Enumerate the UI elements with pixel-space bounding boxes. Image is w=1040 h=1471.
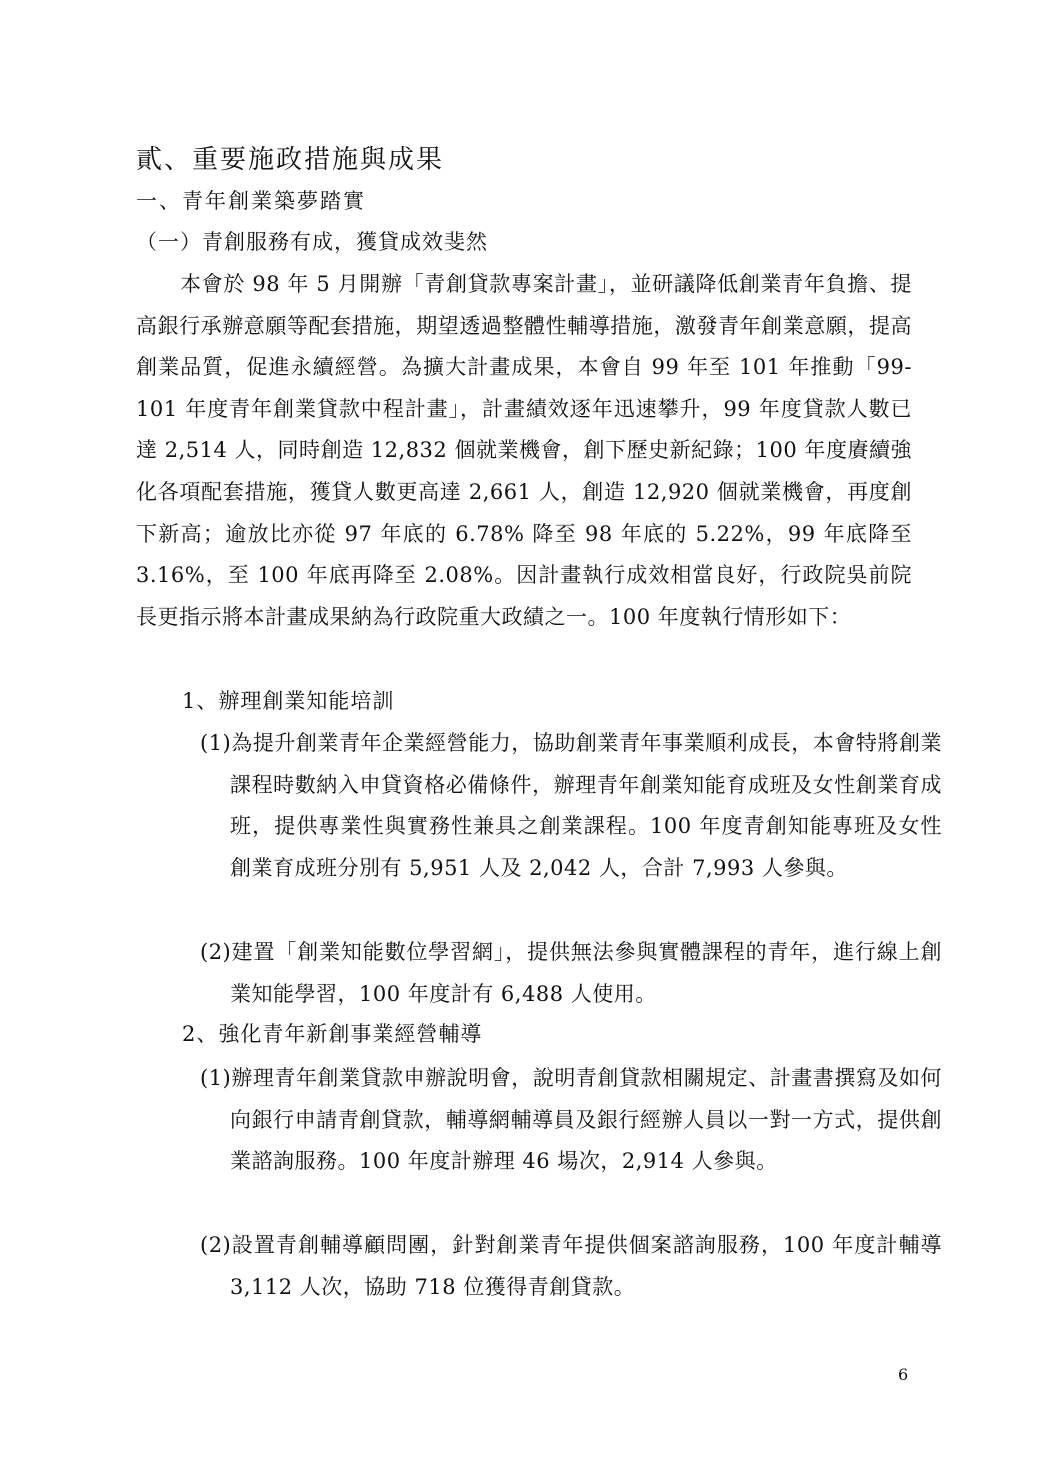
item-heading-guidance: 2、強化青年新創事業經營輔導 xyxy=(182,1022,483,1046)
page-number: 6 xyxy=(898,1365,909,1384)
subsection-heading: （一）青創服務有成，獲貸成效斐然 xyxy=(136,230,488,254)
item-1-sub-2: (2)建置「創業知能數位學習網」，提供無法參與實體課程的青年，進行線上創業知能學習，100 年度計有 6,488 人使用。 xyxy=(200,940,942,1006)
item-heading-training: 1、辦理創業知能培訓 xyxy=(182,689,395,713)
chapter-heading: 貳、重要施政措施與成果 xyxy=(136,145,445,175)
intro-paragraph: 本會於 98 年 5 月開辦「青創貸款專案計畫」，並研議降低創業青年負擔、提高銀行承辦意願等配套措施，期望透過整體性輔導措施，激發青年創業意願，提高創業品質，促進永續經營。為擴大計畫成果，本會自 99 年至 101 年推動「99-101 年度青年創業貸款中程計畫」，計畫績效逐年迅速攀升，99 年度貸款人數已達 2,514 人，同時創造 12,832 個就業機會，創下歷史新紀錄；100 年度賡續強化各項配套措施，獲貸人數更高達 2,661 人，創造 12,920 個就業機會，再度創下新高；逾放比亦從 97 年底的 6.78% 降至 98 年底的 5.22%，99 年底降至 3.16%，至 100 年底再降至 2.08%。因計畫執行成效相當良好，行政院吳前院長更指示將本計畫成果納為行政院重大政績之一。100 年度執行情形如下： xyxy=(136,272,912,629)
item-1-sub-1: (1)為提升創業青年企業經營能力，協助創業青年事業順利成長，本會特將創業課程時數納入申貸資格必備條件，辦理青年創業知能育成班及女性創業育成班，提供專業性與實務性兼具之創業課程。100 年度青創知能專班及女性創業育成班分別有 5,951 人及 2,042 人，合計 7,993 人參與。 xyxy=(200,731,942,880)
section-heading: 一、青年創業築夢踏實 xyxy=(136,189,366,213)
item-2-sub-1: (1)辦理青年創業貸款申辦說明會，說明青創貸款相關規定、計畫書撰寫及如何向銀行申請青創貸款，輔導網輔導員及銀行經辦人員以一對一方式，提供創業諮詢服務。100 年度計辦理 46 場次，2,914 人參與。 xyxy=(200,1066,942,1174)
item-2-sub-2: (2)設置青創輔導顧問團，針對創業青年提供個案諮詢服務，100 年度計輔導 3,112 人次，協助 718 位獲得青創貸款。 xyxy=(200,1233,942,1299)
